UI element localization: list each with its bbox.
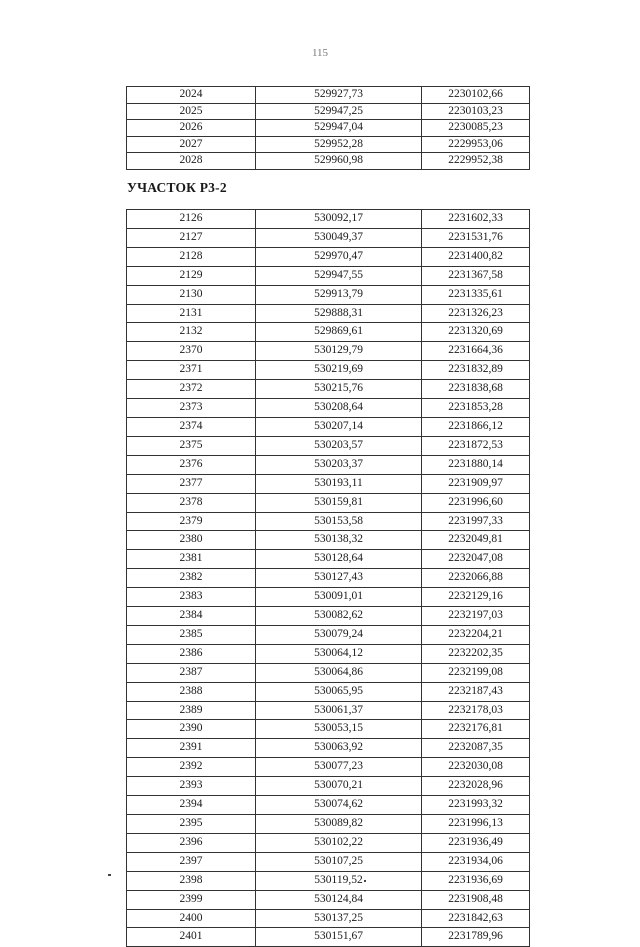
table-row bbox=[127, 210, 530, 229]
table-row bbox=[127, 739, 530, 758]
table-row bbox=[127, 228, 530, 247]
table-row bbox=[127, 380, 530, 399]
table-row bbox=[127, 120, 530, 137]
x-coordinate-cell: 529888,31 bbox=[256, 304, 422, 323]
point-number-cell: 2375 bbox=[127, 436, 256, 455]
y-coordinate-cell: 2231326,23 bbox=[422, 304, 530, 323]
y-coordinate-cell: 2232087,35 bbox=[422, 739, 530, 758]
table-row bbox=[127, 136, 530, 153]
table-row bbox=[127, 890, 530, 909]
coordinates-table-body bbox=[127, 87, 530, 170]
x-coordinate-cell: 530061,37 bbox=[256, 701, 422, 720]
table-row bbox=[127, 342, 530, 361]
point-number-cell: 2372 bbox=[127, 380, 256, 399]
x-coordinate-cell: 530107,25 bbox=[256, 852, 422, 871]
x-coordinate-cell: 530092,17 bbox=[256, 210, 422, 229]
table-row bbox=[127, 644, 530, 663]
y-coordinate-cell: 2232176,81 bbox=[422, 720, 530, 739]
table-row bbox=[127, 455, 530, 474]
point-number-cell: 2395 bbox=[127, 815, 256, 834]
y-coordinate-cell: 2230103,23 bbox=[422, 103, 530, 120]
x-coordinate-cell: 530203,57 bbox=[256, 436, 422, 455]
point-number-cell: 2127 bbox=[127, 228, 256, 247]
x-coordinate-cell: 530064,12 bbox=[256, 644, 422, 663]
x-coordinate-cell: 530153,58 bbox=[256, 512, 422, 531]
table-row bbox=[127, 436, 530, 455]
point-number-cell: 2380 bbox=[127, 531, 256, 550]
page-number: 115 bbox=[311, 47, 329, 59]
table-row bbox=[127, 493, 530, 512]
x-coordinate-cell: 530082,62 bbox=[256, 607, 422, 626]
point-number-cell: 2397 bbox=[127, 852, 256, 871]
point-number-cell: 2379 bbox=[127, 512, 256, 531]
coordinates-table-top bbox=[126, 86, 530, 170]
y-coordinate-cell: 2232197,03 bbox=[422, 607, 530, 626]
x-coordinate-cell: 529952,28 bbox=[256, 136, 422, 153]
y-coordinate-cell: 2231908,48 bbox=[422, 890, 530, 909]
point-number-cell: 2401 bbox=[127, 928, 256, 947]
point-number-cell: 2129 bbox=[127, 266, 256, 285]
y-coordinate-cell: 2231838,68 bbox=[422, 380, 530, 399]
x-coordinate-cell: 530159,81 bbox=[256, 493, 422, 512]
y-coordinate-cell: 2231367,58 bbox=[422, 266, 530, 285]
y-coordinate-cell: 2231320,69 bbox=[422, 323, 530, 342]
table-row bbox=[127, 588, 530, 607]
table-row bbox=[127, 758, 530, 777]
y-coordinate-cell: 2231996,60 bbox=[422, 493, 530, 512]
y-coordinate-cell: 2232204,21 bbox=[422, 625, 530, 644]
y-coordinate-cell: 2231936,49 bbox=[422, 833, 530, 852]
y-coordinate-cell: 2231993,32 bbox=[422, 796, 530, 815]
point-number-cell: 2386 bbox=[127, 644, 256, 663]
x-coordinate-cell: 530128,64 bbox=[256, 550, 422, 569]
point-number-cell: 2381 bbox=[127, 550, 256, 569]
table-row bbox=[127, 399, 530, 418]
y-coordinate-cell: 2232066,88 bbox=[422, 569, 530, 588]
x-coordinate-cell: 530064,86 bbox=[256, 663, 422, 682]
point-number-cell: 2374 bbox=[127, 417, 256, 436]
scan-mark bbox=[108, 874, 111, 876]
y-coordinate-cell: 2232030,08 bbox=[422, 758, 530, 777]
y-coordinate-cell: 2232202,35 bbox=[422, 644, 530, 663]
coordinates-table-main bbox=[126, 209, 530, 947]
x-coordinate-cell: 529947,25 bbox=[256, 103, 422, 120]
point-number-cell: 2128 bbox=[127, 247, 256, 266]
table-row bbox=[127, 720, 530, 739]
table-row bbox=[127, 361, 530, 380]
table-row bbox=[127, 682, 530, 701]
table-row bbox=[127, 323, 530, 342]
x-coordinate-cell: 530079,24 bbox=[256, 625, 422, 644]
table-row bbox=[127, 607, 530, 626]
x-coordinate-cell: 530119,52 bbox=[256, 871, 422, 890]
table-row bbox=[127, 87, 530, 104]
y-coordinate-cell: 2231531,76 bbox=[422, 228, 530, 247]
coordinates-table-body bbox=[127, 210, 530, 947]
point-number-cell: 2377 bbox=[127, 474, 256, 493]
table-row bbox=[127, 474, 530, 493]
table-row bbox=[127, 153, 530, 170]
point-number-cell: 2383 bbox=[127, 588, 256, 607]
y-coordinate-cell: 2231909,97 bbox=[422, 474, 530, 493]
table-row bbox=[127, 928, 530, 947]
table-row bbox=[127, 103, 530, 120]
point-number-cell: 2385 bbox=[127, 625, 256, 644]
x-coordinate-cell: 530089,82 bbox=[256, 815, 422, 834]
y-coordinate-cell: 2232178,03 bbox=[422, 701, 530, 720]
point-number-cell: 2389 bbox=[127, 701, 256, 720]
point-number-cell: 2378 bbox=[127, 493, 256, 512]
x-coordinate-cell: 530193,11 bbox=[256, 474, 422, 493]
x-coordinate-cell: 530065,95 bbox=[256, 682, 422, 701]
point-number-cell: 2025 bbox=[127, 103, 256, 120]
x-coordinate-cell: 530215,76 bbox=[256, 380, 422, 399]
y-coordinate-cell: 2231832,89 bbox=[422, 361, 530, 380]
table-row bbox=[127, 663, 530, 682]
x-coordinate-cell: 530063,92 bbox=[256, 739, 422, 758]
table-row bbox=[127, 815, 530, 834]
point-number-cell: 2126 bbox=[127, 210, 256, 229]
x-coordinate-cell: 530137,25 bbox=[256, 909, 422, 928]
y-coordinate-cell: 2230102,66 bbox=[422, 87, 530, 104]
x-coordinate-cell: 530102,22 bbox=[256, 833, 422, 852]
point-number-cell: 2376 bbox=[127, 455, 256, 474]
point-number-cell: 2131 bbox=[127, 304, 256, 323]
x-coordinate-cell: 530049,37 bbox=[256, 228, 422, 247]
x-coordinate-cell: 530129,79 bbox=[256, 342, 422, 361]
x-coordinate-cell: 530138,32 bbox=[256, 531, 422, 550]
point-number-cell: 2373 bbox=[127, 399, 256, 418]
point-number-cell: 2387 bbox=[127, 663, 256, 682]
x-coordinate-cell: 529947,04 bbox=[256, 120, 422, 137]
table-row bbox=[127, 417, 530, 436]
y-coordinate-cell: 2229952,38 bbox=[422, 153, 530, 170]
y-coordinate-cell: 2231872,53 bbox=[422, 436, 530, 455]
x-coordinate-cell: 529869,61 bbox=[256, 323, 422, 342]
y-coordinate-cell: 2229953,06 bbox=[422, 136, 530, 153]
table-row bbox=[127, 304, 530, 323]
point-number-cell: 2388 bbox=[127, 682, 256, 701]
x-coordinate-cell: 530124,84 bbox=[256, 890, 422, 909]
point-number-cell: 2028 bbox=[127, 153, 256, 170]
point-number-cell: 2393 bbox=[127, 777, 256, 796]
x-coordinate-cell: 530070,21 bbox=[256, 777, 422, 796]
point-number-cell: 2400 bbox=[127, 909, 256, 928]
section-title: УЧАСТОК Р3-2 bbox=[127, 180, 227, 195]
y-coordinate-cell: 2231997,33 bbox=[422, 512, 530, 531]
x-coordinate-cell: 529960,98 bbox=[256, 153, 422, 170]
y-coordinate-cell: 2231842,63 bbox=[422, 909, 530, 928]
point-number-cell: 2132 bbox=[127, 323, 256, 342]
point-number-cell: 2396 bbox=[127, 833, 256, 852]
table-row bbox=[127, 852, 530, 871]
y-coordinate-cell: 2231934,06 bbox=[422, 852, 530, 871]
point-number-cell: 2130 bbox=[127, 285, 256, 304]
table-row bbox=[127, 796, 530, 815]
x-coordinate-cell: 530203,37 bbox=[256, 455, 422, 474]
y-coordinate-cell: 2231853,28 bbox=[422, 399, 530, 418]
y-coordinate-cell: 2232199,08 bbox=[422, 663, 530, 682]
y-coordinate-cell: 2232187,43 bbox=[422, 682, 530, 701]
y-coordinate-cell: 2231866,12 bbox=[422, 417, 530, 436]
x-coordinate-cell: 530074,62 bbox=[256, 796, 422, 815]
table-row bbox=[127, 512, 530, 531]
x-coordinate-cell: 529913,79 bbox=[256, 285, 422, 304]
y-coordinate-cell: 2232049,81 bbox=[422, 531, 530, 550]
table-row bbox=[127, 909, 530, 928]
table-row bbox=[127, 266, 530, 285]
point-number-cell: 2024 bbox=[127, 87, 256, 104]
table-row bbox=[127, 285, 530, 304]
x-coordinate-cell: 529947,55 bbox=[256, 266, 422, 285]
scan-mark bbox=[364, 880, 366, 882]
table-row bbox=[127, 625, 530, 644]
x-coordinate-cell: 530127,43 bbox=[256, 569, 422, 588]
point-number-cell: 2382 bbox=[127, 569, 256, 588]
point-number-cell: 2390 bbox=[127, 720, 256, 739]
point-number-cell: 2399 bbox=[127, 890, 256, 909]
x-coordinate-cell: 530151,67 bbox=[256, 928, 422, 947]
point-number-cell: 2027 bbox=[127, 136, 256, 153]
table-row bbox=[127, 871, 530, 890]
point-number-cell: 2370 bbox=[127, 342, 256, 361]
table-row bbox=[127, 777, 530, 796]
point-number-cell: 2394 bbox=[127, 796, 256, 815]
table-row bbox=[127, 833, 530, 852]
y-coordinate-cell: 2231602,33 bbox=[422, 210, 530, 229]
x-coordinate-cell: 530053,15 bbox=[256, 720, 422, 739]
point-number-cell: 2371 bbox=[127, 361, 256, 380]
table-row bbox=[127, 569, 530, 588]
x-coordinate-cell: 529970,47 bbox=[256, 247, 422, 266]
table-row bbox=[127, 550, 530, 569]
y-coordinate-cell: 2231789,96 bbox=[422, 928, 530, 947]
x-coordinate-cell: 530219,69 bbox=[256, 361, 422, 380]
point-number-cell: 2398 bbox=[127, 871, 256, 890]
table-row bbox=[127, 701, 530, 720]
point-number-cell: 2384 bbox=[127, 607, 256, 626]
x-coordinate-cell: 530077,23 bbox=[256, 758, 422, 777]
point-number-cell: 2026 bbox=[127, 120, 256, 137]
x-coordinate-cell: 530208,64 bbox=[256, 399, 422, 418]
table-row bbox=[127, 531, 530, 550]
y-coordinate-cell: 2231335,61 bbox=[422, 285, 530, 304]
y-coordinate-cell: 2231996,13 bbox=[422, 815, 530, 834]
y-coordinate-cell: 2231400,82 bbox=[422, 247, 530, 266]
point-number-cell: 2391 bbox=[127, 739, 256, 758]
table-row bbox=[127, 247, 530, 266]
y-coordinate-cell: 2230085,23 bbox=[422, 120, 530, 137]
y-coordinate-cell: 2232129,16 bbox=[422, 588, 530, 607]
x-coordinate-cell: 530091,01 bbox=[256, 588, 422, 607]
y-coordinate-cell: 2231936,69 bbox=[422, 871, 530, 890]
x-coordinate-cell: 530207,14 bbox=[256, 417, 422, 436]
y-coordinate-cell: 2232028,96 bbox=[422, 777, 530, 796]
y-coordinate-cell: 2231880,14 bbox=[422, 455, 530, 474]
point-number-cell: 2392 bbox=[127, 758, 256, 777]
x-coordinate-cell: 529927,73 bbox=[256, 87, 422, 104]
y-coordinate-cell: 2231664,36 bbox=[422, 342, 530, 361]
y-coordinate-cell: 2232047,08 bbox=[422, 550, 530, 569]
